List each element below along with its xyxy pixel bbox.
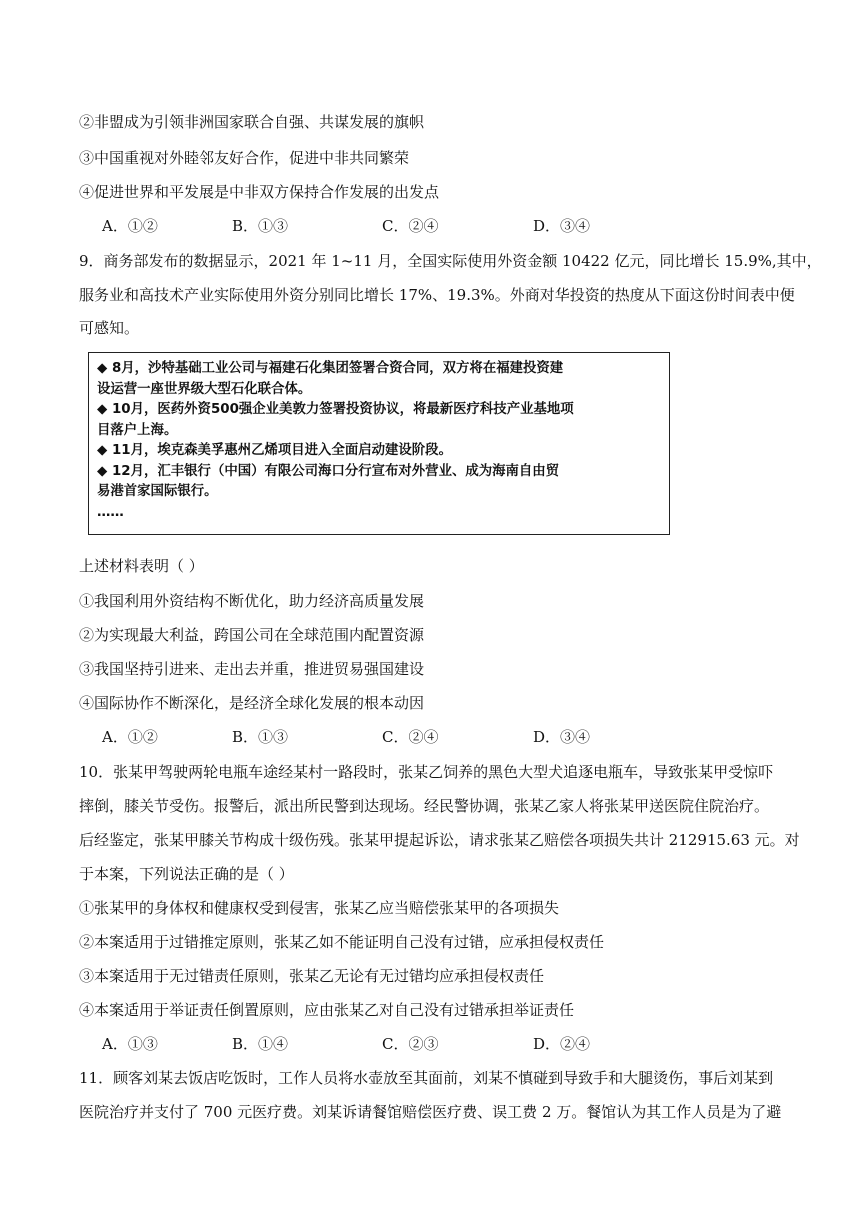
q8-option-d[interactable]: D．③④ bbox=[533, 217, 591, 235]
box-line: …… bbox=[97, 504, 124, 520]
q10-option-c[interactable]: C．②③ bbox=[382, 1035, 439, 1053]
q10-stem-line-1: 10．张某甲驾驶两轮电瓶车途经某村一路段时，张某乙饲养的黑色大型犬追逐电瓶车，导致张某甲受惊吓 bbox=[79, 763, 774, 781]
q9-option-b[interactable]: B．①③ bbox=[232, 728, 289, 746]
q10-option-b[interactable]: B．①④ bbox=[232, 1035, 289, 1053]
q9-stem-line-2: 服务业和高技术产业实际使用外资分别同比增长 17%、19.3%。外商对华投资的热度从下面这份时间表中便 bbox=[79, 286, 795, 304]
q10-stem-line-4: 于本案，下列说法正确的是（ ） bbox=[79, 865, 294, 883]
q9-item-3: ③我国坚持引进来、走出去并重，推进贸易强国建设 bbox=[79, 660, 425, 678]
box-line: ◆ 10月，医药外资500强企业美敦力签署投资协议，将最新医疗科技产业基地项 bbox=[97, 402, 574, 417]
q9-option-c[interactable]: C．②④ bbox=[382, 728, 439, 746]
q10-item-1: ①张某甲的身体权和健康权受到侵害，张某乙应当赔偿张某甲的各项损失 bbox=[79, 899, 560, 917]
q9-stem-line-1: 9．商务部发布的数据显示，2021 年 1~11 月，全国实际使用外资金额 10422 亿元，同比增长 15.9%,其中， bbox=[79, 252, 822, 270]
box-line: 易港首家国际银行。 bbox=[97, 484, 218, 499]
box-line: ◆ 8月，沙特基础工业公司与福建石化集团签署合资合同，双方将在福建投资建 bbox=[97, 361, 564, 376]
q11-stem-line-1: 11．顾客刘某去饭店吃饭时，工作人员将水壶放至其面前，刘某不慎碰到导致手和大腿烫伤，事后刘某到 bbox=[79, 1069, 774, 1087]
q10-option-a[interactable]: A．①③ bbox=[102, 1035, 158, 1053]
q10-item-4: ④本案适用于举证责任倒置原则，应由张某乙对自己没有过错承担举证责任 bbox=[79, 1001, 575, 1019]
q9-item-2: ②为实现最大利益，跨国公司在全球范围内配置资源 bbox=[79, 626, 425, 644]
box-line: 目落户上海。 bbox=[97, 422, 178, 438]
box-line: ◆ 11月，埃克森美孚惠州乙烯项目进入全面启动建设阶段。 bbox=[97, 443, 452, 458]
q8-item-4: ④促进世界和平发展是中非双方保持合作发展的出发点 bbox=[79, 183, 440, 201]
q8-option-c[interactable]: C．②④ bbox=[382, 217, 439, 235]
q11-stem-line-2: 医院治疗并支付了 700 元医疗费。刘某诉请餐馆赔偿医疗费、误工费 2 万。餐馆认为其工作人员是为了避 bbox=[79, 1103, 782, 1121]
box-line: ◆ 12月，汇丰银行（中国）有限公司海口分行宣布对外营业、成为海南自由贸 bbox=[97, 463, 560, 479]
q8-option-b[interactable]: B．①③ bbox=[232, 217, 289, 235]
q9-stem-line-3: 可感知。 bbox=[79, 319, 140, 337]
q9-item-4: ④国际协作不断深化，是经济全球化发展的根本动因 bbox=[79, 694, 425, 712]
q10-option-d[interactable]: D．②④ bbox=[533, 1035, 591, 1053]
q8-option-a[interactable]: A．①② bbox=[102, 217, 158, 235]
q9-option-d[interactable]: D．③④ bbox=[533, 728, 591, 746]
q10-item-3: ③本案适用于无过错责任原则，张某乙无论有无过错均应承担侵权责任 bbox=[79, 967, 545, 985]
q9-option-a[interactable]: A．①② bbox=[102, 728, 158, 746]
q10-stem-line-2: 摔倒，膝关节受伤。报警后，派出所民警到达现场。经民警协调，张某乙家人将张某甲送医院住院治疗。 bbox=[79, 797, 770, 815]
q8-item-2: ②非盟成为引领非洲国家联合自强、共谋发展的旗帜 bbox=[79, 113, 425, 131]
q8-item-3: ③中国重视对外睦邻友好合作，促进中非共同繁荣 bbox=[79, 149, 410, 167]
q9-item-1: ①我国利用外资结构不断优化，助力经济高质量发展 bbox=[79, 592, 425, 610]
q10-stem-line-3: 后经鉴定，张某甲膝关节构成十级伤残。张某甲提起诉讼，请求张某乙赔偿各项损失共计 212915.63 元。对 bbox=[79, 831, 800, 849]
q10-item-2: ②本案适用于过错推定原则，张某乙如不能证明自己没有过错，应承担侵权责任 bbox=[79, 933, 605, 951]
q9-prompt: 上述材料表明（ ） bbox=[79, 557, 204, 575]
box-line: 设运营一座世界级大型石化联合体。 bbox=[97, 381, 312, 397]
q9-material-box bbox=[88, 352, 670, 535]
